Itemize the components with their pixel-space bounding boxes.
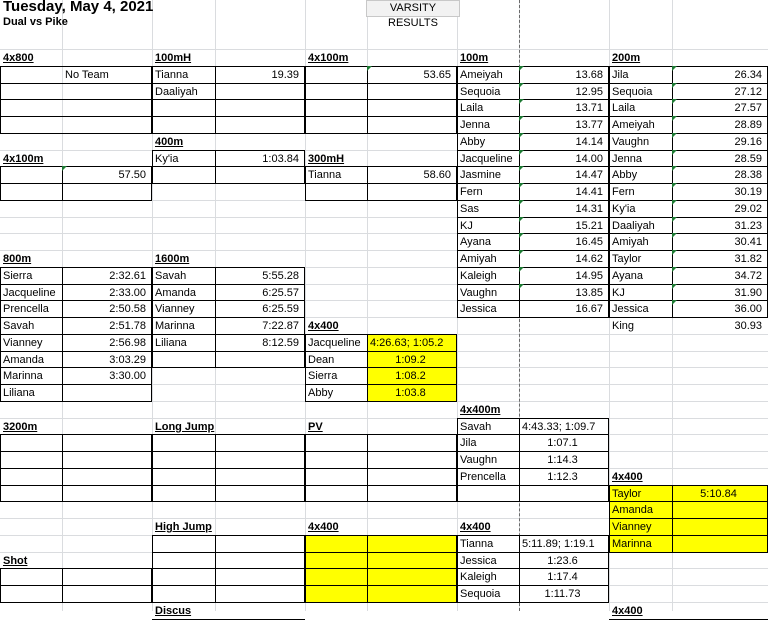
- comment-marker: [519, 233, 524, 238]
- entry-value[interactable]: 14.95: [575, 269, 603, 282]
- section-header-200m: 200m: [612, 52, 641, 64]
- entry-value[interactable]: 13.68: [575, 68, 603, 81]
- section-row-border: [305, 451, 457, 452]
- entry-value[interactable]: 1:12.3: [547, 470, 578, 483]
- entry-value[interactable]: 1:07.1: [547, 437, 578, 450]
- entry-name[interactable]: Vianney: [155, 303, 195, 316]
- section-col-border: [215, 434, 216, 501]
- section-row-border: [305, 552, 457, 553]
- section-border: [0, 434, 152, 435]
- entry-value[interactable]: 53.65: [423, 68, 451, 81]
- entry-value[interactable]: 2:51.78: [109, 320, 146, 332]
- section-col-border: [215, 267, 216, 368]
- entry-name[interactable]: Tianna: [155, 68, 189, 81]
- comment-marker: [519, 166, 524, 171]
- entry-value[interactable]: 30.93: [734, 320, 762, 332]
- entry-value[interactable]: 5:10.84: [700, 487, 737, 500]
- entry-value[interactable]: 57.50: [118, 169, 146, 182]
- comment-marker: [672, 284, 677, 289]
- entry-value[interactable]: 31.82: [734, 253, 762, 265]
- section-border: [305, 434, 457, 435]
- section-row-border: [152, 585, 305, 586]
- section-header-400m: 400m: [155, 135, 184, 148]
- entry-name[interactable]: Jasmine: [460, 169, 501, 182]
- comment-marker: [519, 200, 524, 205]
- entry-value[interactable]: 5:11.89; 1:19.1: [522, 537, 595, 550]
- entry-value[interactable]: 14.62: [575, 253, 603, 265]
- section-col-border: [215, 150, 216, 184]
- entry-name[interactable]: Jacqueline: [460, 152, 513, 165]
- section-header-300mH: 300mH: [308, 152, 345, 165]
- grid-row-line: [0, 49, 768, 50]
- section-col-border: [62, 267, 63, 401]
- entry-value[interactable]: 13.77: [575, 119, 603, 131]
- entry-name[interactable]: Amiyah: [460, 253, 497, 265]
- section-header-discus: Discus: [155, 604, 192, 617]
- section-header-4x400_d: 4x400: [460, 521, 491, 533]
- section-border: [152, 367, 305, 368]
- section-col-border: [367, 535, 368, 602]
- entry-name[interactable]: Sierra: [3, 269, 33, 282]
- entry-value[interactable]: 6:25.59: [262, 303, 299, 316]
- section-row-border: [305, 485, 457, 486]
- entry-value[interactable]: 19.39: [271, 68, 299, 81]
- section-border: [152, 150, 153, 184]
- comment-marker: [672, 250, 677, 255]
- section-header-high_jump: High Jump: [155, 521, 212, 533]
- entry-value[interactable]: 2:56.98: [109, 336, 146, 349]
- section-col-border: [519, 418, 520, 502]
- entry-name[interactable]: Abby: [460, 135, 486, 148]
- entry-value[interactable]: 1:14.3: [547, 454, 578, 466]
- section-row-border: [152, 485, 305, 486]
- section-header-100mH: 100mH: [155, 52, 192, 64]
- section-border: [0, 568, 152, 569]
- section-header-800m: 800m: [3, 253, 32, 265]
- entry-name[interactable]: Marinna: [612, 537, 652, 550]
- entry-name[interactable]: Jacqueline: [3, 286, 56, 299]
- entry-name[interactable]: Jila: [612, 68, 629, 81]
- section-header-4x800: 4x800: [3, 52, 34, 64]
- entry-name[interactable]: Ameiyah: [460, 68, 503, 81]
- section-border: [305, 535, 457, 536]
- entry-value[interactable]: 12.95: [575, 85, 603, 98]
- section-col-border: [672, 485, 673, 552]
- entry-name[interactable]: Savah: [3, 320, 35, 332]
- entry-value[interactable]: 34.72: [734, 269, 762, 282]
- grid-row-line: [0, 418, 768, 419]
- entry-name[interactable]: Vaughn: [460, 286, 498, 299]
- entry-name[interactable]: Jila: [460, 437, 477, 450]
- entry-value[interactable]: 16.45: [575, 236, 603, 249]
- entry-value[interactable]: 29.16: [734, 135, 762, 148]
- section-row-border: [152, 116, 305, 117]
- entry-name[interactable]: Daaliyah: [612, 219, 655, 232]
- comment-marker: [519, 99, 524, 104]
- entry-value[interactable]: 2:32.61: [109, 269, 146, 282]
- comment-marker: [519, 83, 524, 88]
- entry-name[interactable]: Amiyah: [612, 236, 649, 249]
- entry-name[interactable]: Kaleigh: [460, 571, 497, 584]
- entry-name[interactable]: Sas: [460, 202, 479, 215]
- entry-value[interactable]: 14.47: [575, 169, 603, 182]
- section-row-border: [305, 99, 457, 100]
- entry-value[interactable]: 3:03.29: [109, 353, 146, 366]
- entry-value[interactable]: 2:33.00: [109, 286, 146, 299]
- entry-value[interactable]: 28.89: [734, 119, 762, 131]
- entry-name[interactable]: No Team: [65, 68, 109, 81]
- section-col-border: [367, 334, 368, 401]
- entry-value[interactable]: 28.59: [734, 152, 762, 165]
- section-border: [152, 434, 305, 435]
- entry-value[interactable]: 31.23: [734, 219, 762, 232]
- section-row-border: [152, 552, 305, 553]
- entry-value[interactable]: 27.57: [734, 102, 762, 115]
- comment-marker: [672, 133, 677, 138]
- entry-value[interactable]: 5:55.28: [262, 269, 299, 282]
- section-col-border: [367, 66, 368, 133]
- entry-name[interactable]: Laila: [612, 102, 636, 115]
- section-border: [0, 602, 152, 603]
- entry-name[interactable]: Ameiyah: [612, 119, 655, 131]
- entry-value[interactable]: 4:26.63; 1:05.2: [370, 336, 444, 349]
- comment-marker: [519, 150, 524, 155]
- section-border: [457, 418, 458, 502]
- entry-name[interactable]: Vaughn: [612, 135, 650, 148]
- section-header-4x100m_top: 4x100m: [308, 52, 349, 64]
- comment-marker: [519, 267, 524, 272]
- entry-name[interactable]: Ayana: [612, 269, 643, 282]
- entry-value[interactable]: 6:25.57: [262, 286, 299, 299]
- section-border: [305, 501, 457, 502]
- section-row-border: [305, 568, 457, 569]
- banner-varsity-results: VARSITY RESULTS: [366, 0, 460, 17]
- entry-value[interactable]: 14.31: [575, 202, 603, 215]
- section-row-border: [0, 468, 152, 469]
- entry-name[interactable]: Taylor: [612, 487, 642, 500]
- entry-name[interactable]: Abby: [308, 387, 334, 399]
- entry-name[interactable]: Vianney: [3, 336, 43, 349]
- section-border: [305, 200, 457, 201]
- entry-name[interactable]: Vianney: [612, 521, 652, 533]
- comment-marker: [672, 66, 677, 71]
- entry-name[interactable]: King: [612, 320, 635, 332]
- entry-value[interactable]: 14.00: [575, 152, 603, 165]
- entry-name[interactable]: Taylor: [612, 253, 642, 265]
- comment-marker: [672, 183, 677, 188]
- section-border: [152, 183, 305, 184]
- entry-name[interactable]: Marinna: [155, 320, 195, 332]
- entry-value[interactable]: 3:30.00: [109, 370, 146, 383]
- section-col-border: [367, 434, 368, 501]
- entry-name[interactable]: Kaleigh: [460, 269, 497, 282]
- entry-name[interactable]: Ky'ia: [155, 152, 179, 165]
- entry-value[interactable]: 58.60: [423, 169, 451, 182]
- section-row-border: [305, 116, 457, 117]
- section-col-border: [62, 434, 63, 501]
- section-row-border: [152, 568, 305, 569]
- entry-value[interactable]: 31.90: [734, 286, 762, 299]
- entry-name[interactable]: Fern: [460, 186, 483, 198]
- section-header-pv: PV: [308, 420, 323, 433]
- section-border: [0, 401, 152, 402]
- entry-name[interactable]: Amanda: [155, 286, 196, 299]
- entry-value[interactable]: 1:08.2: [395, 370, 426, 383]
- entry-name[interactable]: Jessica: [460, 303, 497, 316]
- entry-value[interactable]: 13.71: [575, 102, 603, 115]
- section-col-border: [215, 535, 216, 602]
- section-header-4x400m: 4x400m: [460, 403, 501, 416]
- section-border: [152, 501, 305, 502]
- section-header-100m: 100m: [460, 52, 489, 64]
- entry-name[interactable]: Sequoia: [612, 85, 653, 98]
- comment-marker: [519, 250, 524, 255]
- section-header-long_jump: Long Jump: [155, 420, 215, 433]
- entry-name[interactable]: Prencella: [460, 470, 506, 483]
- page-subtitle: Dual vs Pike: [3, 16, 68, 28]
- entry-name[interactable]: Savah: [460, 420, 492, 433]
- entry-name[interactable]: KJ: [612, 286, 625, 299]
- section-header-4x100m: 4x100m: [3, 152, 44, 165]
- page-title: Tuesday, May 4, 2021: [3, 0, 154, 15]
- comment-marker: [672, 99, 677, 104]
- section-row-border: [305, 83, 457, 84]
- section-col-border: [62, 166, 63, 200]
- section-row-border: [152, 468, 305, 469]
- entry-name[interactable]: Sequoia: [460, 588, 501, 600]
- entry-name[interactable]: Sierra: [308, 370, 338, 383]
- comment-marker: [672, 217, 677, 222]
- section-header-shot: Shot: [3, 554, 28, 567]
- section-row-border: [0, 116, 152, 117]
- entry-name[interactable]: Jenna: [460, 119, 490, 131]
- comment-marker: [672, 233, 677, 238]
- entry-value[interactable]: 7:22.87: [262, 320, 299, 332]
- entry-name[interactable]: Daaliyah: [155, 85, 198, 98]
- section-header-4x400_e: 4x400: [612, 604, 643, 617]
- entry-name[interactable]: Sequoia: [460, 85, 501, 98]
- section-row-border: [457, 485, 609, 486]
- entry-name[interactable]: Tianna: [460, 537, 494, 550]
- comment-marker: [672, 150, 677, 155]
- section-header-4x400_b: 4x400: [612, 470, 643, 483]
- entry-name[interactable]: Laila: [460, 102, 484, 115]
- section-header-4x400_a: 4x400: [308, 320, 339, 332]
- entry-value[interactable]: 1:17.4: [547, 571, 578, 584]
- entry-name[interactable]: Savah: [155, 269, 187, 282]
- comment-marker: [672, 300, 677, 305]
- section-row-border: [0, 99, 152, 100]
- entry-name[interactable]: Jessica: [612, 303, 649, 316]
- comment-marker: [519, 66, 524, 71]
- entry-name[interactable]: Prencella: [3, 303, 49, 316]
- entry-value[interactable]: 30.19: [734, 186, 762, 198]
- entry-name[interactable]: Fern: [612, 186, 635, 198]
- entry-value[interactable]: 30.41: [734, 236, 762, 249]
- entry-name[interactable]: Abby: [612, 169, 638, 182]
- comment-marker: [672, 116, 677, 121]
- entry-name[interactable]: Jacqueline: [308, 336, 361, 349]
- section-col-border: [367, 166, 368, 200]
- section-header-1600m: 1600m: [155, 253, 190, 265]
- section-border: [457, 501, 609, 502]
- entry-value[interactable]: 1:11.73: [544, 588, 581, 600]
- comment-marker: [672, 267, 677, 272]
- entry-name[interactable]: Jessica: [460, 554, 497, 567]
- section-row-border: [0, 485, 152, 486]
- entry-name[interactable]: Marinna: [3, 370, 43, 383]
- section-border: [457, 602, 609, 603]
- section-row-border: [0, 83, 152, 84]
- section-header-3200m: 3200m: [3, 420, 38, 433]
- entry-name[interactable]: Jenna: [612, 152, 642, 165]
- section-border: [305, 401, 457, 402]
- entry-value[interactable]: 13.85: [575, 286, 603, 299]
- comment-marker: [519, 284, 524, 289]
- section-border: [609, 552, 768, 553]
- entry-name[interactable]: Ayana: [460, 236, 491, 249]
- comment-marker: [519, 217, 524, 222]
- entry-value[interactable]: 28.38: [734, 169, 762, 182]
- section-border: [0, 133, 152, 134]
- section-border: [305, 602, 457, 603]
- entry-value[interactable]: 4:43.33; 1:09.7: [522, 420, 596, 433]
- entry-value[interactable]: 27.12: [734, 85, 762, 98]
- entry-name[interactable]: Liliana: [155, 336, 187, 349]
- comment-marker: [672, 166, 677, 171]
- entry-value[interactable]: 15.21: [575, 219, 603, 232]
- entry-value[interactable]: 16.67: [575, 303, 603, 316]
- section-border: [0, 501, 152, 502]
- entry-name[interactable]: Liliana: [3, 387, 35, 399]
- section-row-border: [0, 451, 152, 452]
- entry-value[interactable]: 1:03.84: [262, 152, 299, 165]
- comment-marker: [367, 66, 372, 71]
- entry-value[interactable]: 14.41: [575, 186, 603, 198]
- entry-value[interactable]: 14.14: [575, 135, 603, 148]
- entry-name[interactable]: Tianna: [308, 169, 342, 182]
- section-border: [152, 535, 305, 536]
- section-row-border: [152, 351, 305, 352]
- section-row-border: [0, 585, 152, 586]
- comment-marker: [62, 166, 67, 171]
- section-border: [609, 66, 610, 317]
- section-header-4x400_c: 4x400: [308, 521, 339, 533]
- entry-value[interactable]: 26.34: [734, 68, 762, 81]
- entry-name[interactable]: KJ: [460, 219, 473, 232]
- comment-marker: [672, 83, 677, 88]
- section-border: [0, 200, 152, 201]
- entry-name[interactable]: Amanda: [3, 353, 44, 366]
- entry-value[interactable]: 1:23.6: [547, 554, 578, 567]
- comment-marker: [672, 200, 677, 205]
- entry-name[interactable]: Dean: [308, 353, 335, 366]
- section-row-border: [152, 451, 305, 452]
- section-col-border: [215, 66, 216, 133]
- entry-value[interactable]: 29.02: [734, 202, 762, 215]
- section-row-border: [305, 468, 457, 469]
- comment-marker: [519, 183, 524, 188]
- entry-value[interactable]: 1:03.8: [395, 387, 426, 399]
- comment-marker: [519, 116, 524, 121]
- entry-value[interactable]: 36.00: [734, 303, 762, 316]
- section-border: [305, 133, 457, 134]
- section-row-border: [305, 585, 457, 586]
- entry-value[interactable]: 2:50.58: [109, 303, 146, 316]
- entry-name[interactable]: Ky'ia: [612, 202, 636, 215]
- entry-name[interactable]: Amanda: [612, 504, 653, 517]
- section-border: [457, 66, 458, 317]
- entry-value[interactable]: 8:12.59: [262, 336, 299, 349]
- comment-marker: [519, 133, 524, 138]
- section-col-border: [62, 568, 63, 602]
- entry-value[interactable]: 1:09.2: [395, 353, 426, 366]
- section-col-border: [519, 535, 520, 602]
- entry-name[interactable]: Vaughn: [460, 454, 498, 466]
